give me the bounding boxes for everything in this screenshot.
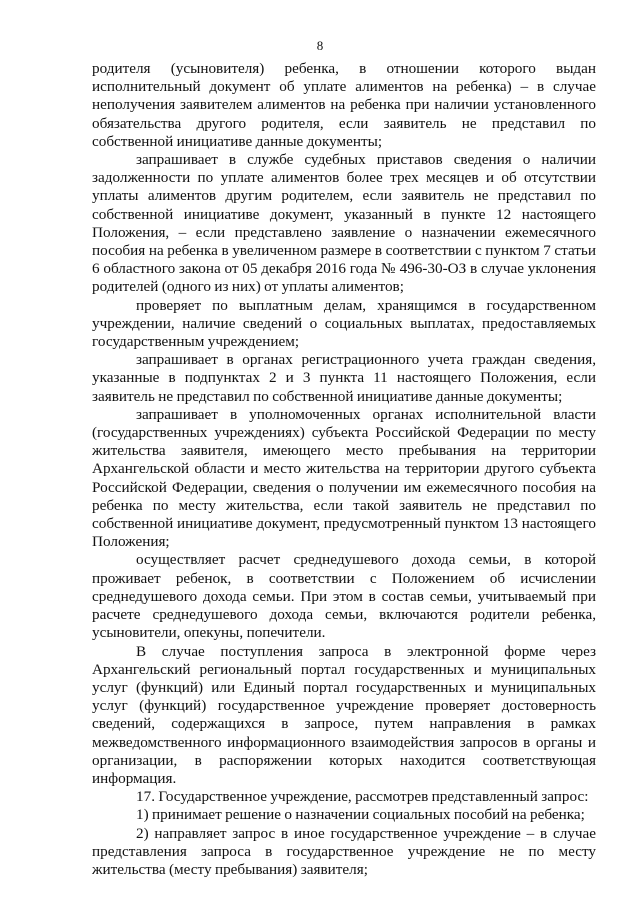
paragraph-payment-check: проверяет по выплатным делам, хранящимся в государственном учреждении, наличие сведений о социальных выплатах, предоставляемых государственным учреждением; xyxy=(92,296,596,351)
paragraph-item-17-2: 2) направляет запрос в иное государственное учреждение – в случае представления запроса в государственное учреждение не по месту жительства (месту пребывания) заявителя; xyxy=(92,824,596,878)
document-body xyxy=(92,60,596,879)
paragraph-registration-request: запрашивает в органах регистрационного учета граждан сведения, указанные в подпунктах 2 и 3 пункта 11 настоящего Положения, если заявитель не представил по собственной инициативе данные документы; xyxy=(92,351,596,405)
paragraph-item-17: 17. Государственное учреждение, рассмотрев представленный запрос: xyxy=(136,788,589,806)
paragraph-electronic-request: В случае поступления запроса в электронной форме через Архангельский региональный портал государственных и муниципальных услуг (функций) или Единый портал государственных и муниципальных услуг (функций) государственное учреждение проверяет достоверность сведений, содержащихся в запросе, путем направления в рамках межведомственного информационного взаимодействия запросов в органы и организации, в распоряжении которых находится соответствующая информация. xyxy=(92,642,596,787)
paragraph-authority-request: запрашивает в уполномоченных органах исполнительной власти (государственных учреждениях) субъекта Российской Федерации по месту жительства заявителя, имеющего место пребывания на территории Архангельской области и место жительства на территории другого субъекта Российской Федерации, сведения о получении им ежемесячного пособия на ребенка по месту жительства, если такой заявитель не представил по собственной инициативе документ, предусмотренный пунктом 13 настоящего Положения; xyxy=(92,405,596,551)
paragraph-continuation: родителя (усыновителя) ребенка, в отношении которого выдан исполнительный документ об уплате алиментов на ребенка) – в случае неполучения заявителем алиментов на ребенка при наличии установленного обязательства другого родителя, если заявитель не представил по собственной инициативе данные документы; xyxy=(92,60,596,150)
page-number: 8 xyxy=(316,38,324,53)
paragraph-item-17-1: 1) принимает решение о назначении социальных пособий на ребенка; xyxy=(136,806,585,824)
paragraph-income-calculation: осуществляет расчет среднедушевого дохода семьи, в которой проживает ребенок, в соответствии с Положением об исчислении среднедушевого дохода семьи. При этом в состав семьи, учитываемый при расчете среднедушевого дохода семьи, включаются родители ребенка, усыновители, опекуны, попечители. xyxy=(92,551,596,642)
paragraph-bailiff-request: запрашивает в службе судебных приставов сведения о наличии задолженности по уплате алиментов более трех месяцев и об отсутствии уплаты алиментов другим родителем, если заявитель не представил по собственной инициативе документ, указанный в пункте 12 настоящего Положения, – если представлено заявление о назначении ежемесячного пособия на ребенка в увеличенном размере в соответствии с пунктом 7 статьи 6 областного закона от 05 декабря 2016 года № 496-30-ОЗ в случае уклонения родителей (одного из них) от уплаты алиментов; xyxy=(92,151,596,296)
